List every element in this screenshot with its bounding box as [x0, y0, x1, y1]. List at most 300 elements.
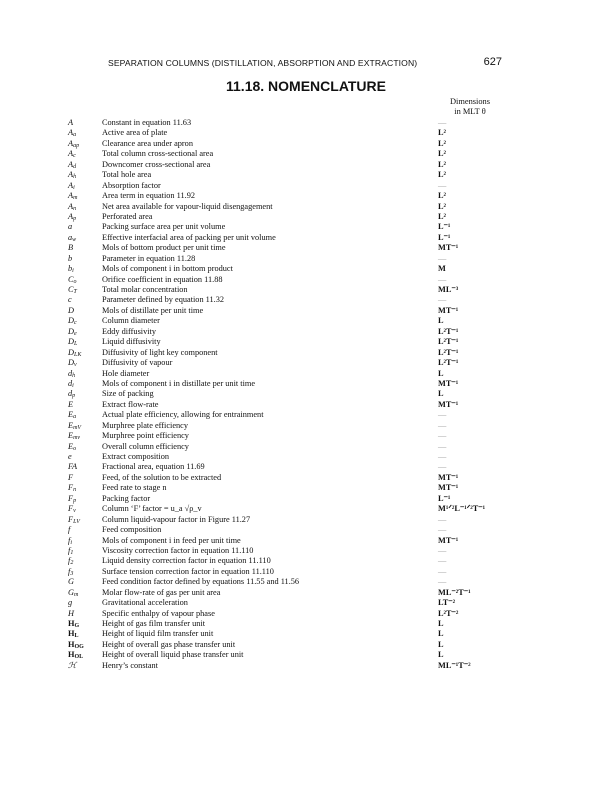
symbol-main: F [68, 504, 74, 514]
symbol-main: A [68, 211, 74, 221]
dimensions: L⁻¹ [438, 222, 451, 232]
symbol [68, 442, 102, 452]
symbol-subscript: L [74, 341, 78, 348]
symbol-subscript: ap [73, 142, 80, 149]
symbol-subscript: 2 [70, 560, 74, 567]
symbol-main: f [68, 556, 71, 566]
description: Net area available for vapour-liquid disengagement [102, 201, 273, 211]
dimensions: L² [438, 128, 447, 138]
symbol-subscript: p [73, 497, 77, 504]
symbol-main: E [68, 399, 74, 409]
dimensions: — [438, 462, 447, 472]
dimensions: ML⁻¹T⁻² [438, 660, 471, 670]
nomenclature-row [68, 348, 508, 358]
symbol-main: A [68, 191, 74, 201]
description: Mols of component i in feed per unit time [102, 535, 241, 545]
symbol [68, 536, 102, 546]
symbol-main: H [68, 639, 75, 649]
symbol-main: D [68, 358, 74, 368]
nomenclature-row [68, 222, 508, 232]
symbol-main: G [68, 577, 74, 587]
description: Molar flow-rate of gas per unit area [102, 587, 221, 597]
dimensions: L²T⁻¹ [438, 337, 459, 347]
symbol [68, 348, 102, 358]
symbol-subscript: i [72, 382, 74, 389]
section-title: 11.18. NOMENCLATURE [226, 78, 386, 94]
nomenclature-row [68, 254, 508, 264]
symbol [68, 264, 102, 274]
symbol-main: B [68, 243, 74, 253]
symbol-main: H [68, 629, 75, 639]
symbol-main: g [68, 598, 73, 608]
symbol-main: A [68, 159, 74, 169]
symbol-main: A [68, 118, 74, 127]
symbol-main: b [68, 253, 73, 263]
symbol [68, 233, 102, 243]
symbol-main: D [68, 316, 74, 326]
symbol-main: F [68, 493, 74, 503]
symbol-subscript: c [74, 320, 77, 327]
symbol-subscript: n [73, 205, 77, 212]
symbol [68, 191, 102, 201]
symbol [68, 212, 102, 222]
nomenclature-row [68, 483, 508, 493]
description: Height of overall gas phase transfer unit [102, 639, 236, 649]
dimensions: ML⁻²T⁻¹ [438, 587, 471, 597]
symbol [68, 222, 102, 232]
description: Clearance area under apron [102, 138, 193, 148]
description: Feed composition [102, 525, 162, 535]
description: Surface tension correction factor in equation 11.110 [102, 566, 274, 576]
description: Absorption factor [102, 180, 161, 190]
nomenclature-row [68, 567, 508, 577]
symbol [68, 661, 102, 671]
dimensions: — [438, 525, 447, 535]
symbol-subscript: p [73, 215, 77, 222]
symbol-subscript: h [73, 174, 77, 181]
description: Height of gas film transfer unit [102, 619, 205, 628]
nomenclature-row [68, 629, 508, 639]
dimensions: MT⁻¹ [438, 472, 459, 482]
dimensions: L² [438, 191, 447, 201]
symbol-main: A [68, 149, 74, 159]
dimensions: — [438, 452, 447, 461]
symbol-subscript: a [73, 414, 77, 421]
nomenclature-row [68, 316, 508, 326]
dimensions: L [438, 639, 444, 649]
symbol-subscript: p [72, 393, 76, 400]
symbol-main: d [68, 378, 73, 388]
symbol-main: A [68, 170, 74, 180]
symbol-subscript: h [72, 372, 76, 379]
symbol [68, 202, 102, 212]
description: Specific enthalpy of vapour phase [102, 608, 215, 618]
symbol [68, 525, 102, 535]
symbol-main: D [68, 337, 74, 347]
symbol [68, 546, 102, 556]
nomenclature-row [68, 327, 508, 337]
symbol [68, 181, 102, 191]
symbol [68, 149, 102, 159]
symbol-subscript: mV [73, 424, 82, 431]
nomenclature-row [68, 619, 508, 629]
dimensions-header-line2: in MLT θ [454, 107, 486, 116]
symbol-main: H [68, 619, 75, 628]
dimensions: MT⁻¹ [438, 378, 459, 388]
nomenclature-row [68, 473, 508, 483]
description: Packing factor [102, 493, 151, 503]
symbol [68, 170, 102, 180]
nomenclature-row [68, 462, 508, 472]
symbol [68, 577, 102, 587]
symbol-main: a [68, 232, 73, 242]
dimensions: M¹ᐟ²L⁻¹ᐟ²T⁻¹ [438, 504, 486, 514]
symbol-main: F [68, 483, 74, 493]
symbol-subscript: 1 [70, 549, 74, 556]
symbol [68, 118, 102, 128]
description: Mols of component i in bottom product [102, 264, 233, 274]
nomenclature-row [68, 337, 508, 347]
symbol-main: E [68, 441, 74, 451]
dimensions: M [438, 264, 446, 274]
symbol [68, 515, 102, 525]
dimensions: — [438, 410, 447, 420]
nomenclature-row [68, 306, 508, 316]
dimensions: MT⁻¹ [438, 399, 459, 409]
symbol [68, 400, 102, 410]
symbol-subscript: n [73, 487, 77, 494]
symbol-subscript: LV [73, 518, 80, 525]
nomenclature-row [68, 212, 508, 222]
symbol-main: f [68, 545, 71, 555]
description: Diffusivity of vapour [102, 358, 173, 368]
nomenclature-row [68, 504, 508, 514]
symbol-main: b [68, 264, 73, 274]
dimensions: L² [438, 149, 447, 159]
symbol [68, 160, 102, 170]
symbol [68, 327, 102, 337]
description: Downcomer cross-sectional area [102, 159, 211, 169]
nomenclature-row [68, 139, 508, 149]
dimensions: L [438, 389, 444, 399]
symbol [68, 389, 102, 399]
dimensions: MT⁻¹ [438, 535, 459, 545]
nomenclature-row [68, 295, 508, 305]
description: Liquid diffusivity [102, 337, 161, 347]
symbol-subscript: e [74, 330, 77, 337]
nomenclature-row [68, 421, 508, 431]
symbol-main: A [68, 180, 74, 190]
dimensions: L [438, 650, 444, 660]
symbol-main: C [68, 274, 74, 284]
nomenclature-row [68, 525, 508, 535]
description: Fractional area, equation 11.69 [102, 462, 205, 472]
nomenclature-row [68, 515, 508, 525]
symbol [68, 431, 102, 441]
symbol-main: E [68, 431, 74, 441]
symbol [68, 421, 102, 431]
symbol [68, 316, 102, 326]
symbol-main: ℋ [68, 660, 77, 670]
dimensions: — [438, 295, 447, 305]
nomenclature-row [68, 598, 508, 608]
description: Parameter in equation 11.28 [102, 253, 196, 263]
description: Eddy diffusivity [102, 326, 157, 336]
nomenclature-row [68, 389, 508, 399]
nomenclature-row [68, 577, 508, 587]
nomenclature-row [68, 400, 508, 410]
symbol-main: A [68, 201, 74, 211]
symbol [68, 337, 102, 347]
nomenclature-row [68, 452, 508, 462]
symbol-main: H [68, 608, 74, 618]
dimensions: L² [438, 138, 447, 148]
nomenclature-row [68, 609, 508, 619]
nomenclature-row [68, 536, 508, 546]
description: Parameter defined by equation 11.32 [102, 295, 225, 305]
description: Mols of distillate per unit time [102, 305, 204, 315]
dimensions: MT⁻¹ [438, 483, 459, 493]
symbol-subscript: T [73, 289, 77, 295]
symbol-main: FA [68, 462, 78, 472]
description: Height of overall liquid phase transfer unit [102, 650, 244, 660]
dimensions: — [438, 253, 447, 263]
nomenclature-row [68, 233, 508, 243]
symbol-main: e [68, 452, 72, 461]
symbol-main: A [68, 128, 74, 138]
symbol-main: d [68, 389, 73, 399]
dimensions: L [438, 619, 444, 628]
description: Column liquid-vapour factor in Figure 11.27 [102, 514, 251, 524]
nomenclature-row [68, 275, 508, 285]
nomenclature-row [68, 494, 508, 504]
symbol [68, 452, 102, 462]
symbol-main: D [68, 305, 74, 315]
description: Overall column efficiency [102, 441, 189, 451]
description: Diffusivity of light key component [102, 347, 218, 357]
dimensions: — [438, 566, 447, 576]
dimensions: — [438, 118, 447, 127]
nomenclature-row [68, 285, 508, 295]
description: Size of packing [102, 389, 154, 399]
symbol-subscript: a [73, 132, 77, 139]
symbol-subscript: m [74, 591, 79, 598]
description: Column ‘F’ factor = u_a √ρ_v [102, 504, 202, 514]
description: Extract composition [102, 452, 170, 461]
dimensions: — [438, 577, 447, 587]
nomenclature-row [68, 160, 508, 170]
dimensions: LT⁻² [438, 598, 456, 608]
symbol [68, 588, 102, 598]
description: Viscosity correction factor in equation 11.110 [102, 545, 254, 555]
dimensions-header-line1: Dimensions [449, 97, 490, 106]
symbol-subscript: i [72, 268, 74, 275]
description: Total column cross-sectional area [102, 149, 214, 159]
nomenclature-list [68, 118, 508, 671]
description: Column diameter [102, 316, 160, 326]
dimensions: L [438, 316, 444, 326]
dimensions: — [438, 180, 447, 190]
description: Liquid density correction factor in equation 11.110 [102, 556, 271, 566]
symbol [68, 640, 102, 650]
description: Extract flow-rate [102, 399, 159, 409]
description: Actual plate efficiency, allowing for entrainment [102, 410, 264, 420]
symbol-main: c [68, 295, 72, 305]
dimensions: — [438, 431, 447, 441]
symbol-subscript: o [73, 278, 77, 285]
dimensions: L²T⁻² [438, 608, 459, 618]
symbol [68, 598, 102, 608]
nomenclature-row [68, 170, 508, 180]
description: Orifice coefficient in equation 11.88 [102, 274, 223, 284]
nomenclature-row [68, 358, 508, 368]
symbol-subscript: mv [73, 435, 81, 442]
description: Total molar concentration [102, 285, 188, 294]
symbol-main: f [68, 525, 71, 535]
symbol-main: F [68, 514, 74, 524]
description: Feed, of the solution to be extracted [102, 472, 222, 482]
symbol-subscript: m [73, 195, 78, 202]
symbol-main: D [68, 347, 74, 357]
nomenclature-row [68, 202, 508, 212]
dimensions: L²T⁻¹ [438, 347, 459, 357]
symbol [68, 410, 102, 420]
symbol-subscript: G [74, 623, 80, 629]
dimensions-column-header [438, 97, 502, 117]
symbol [68, 483, 102, 493]
symbol-subscript: i [70, 539, 72, 546]
description: Constant in equation 11.63 [102, 118, 192, 127]
symbol-main: D [68, 326, 74, 336]
symbol-subscript: v [74, 362, 77, 369]
nomenclature-row [68, 556, 508, 566]
symbol [68, 254, 102, 264]
symbol-subscript: 3 [70, 570, 74, 577]
symbol [68, 619, 102, 629]
description: Murphree point efficiency [102, 431, 189, 441]
dimensions: L [438, 368, 444, 378]
symbol [68, 556, 102, 566]
symbol-main: f [68, 566, 71, 576]
symbol [68, 473, 102, 483]
symbol [68, 462, 102, 472]
running-header-title: SEPARATION COLUMNS (DISTILLATION, ABSORPTION AND EXTRACTION) [108, 58, 418, 68]
symbol-subscript: w [72, 236, 77, 243]
description: Height of liquid film transfer unit [102, 629, 214, 639]
symbol-subscript: OL [74, 654, 84, 661]
nomenclature-row [68, 650, 508, 660]
symbol [68, 379, 102, 389]
symbol-subscript: v [73, 508, 76, 515]
nomenclature-row [68, 410, 508, 420]
dimensions: MT⁻¹ [438, 305, 459, 315]
nomenclature-row [68, 379, 508, 389]
symbol [68, 285, 102, 295]
symbol-main: H [68, 650, 75, 660]
nomenclature-row [68, 149, 508, 159]
nomenclature-row [68, 442, 508, 452]
symbol-subscript: d [73, 163, 77, 170]
symbol [68, 128, 102, 138]
dimensions: L²T⁻¹ [438, 358, 459, 368]
description: Gravitational acceleration [102, 598, 188, 608]
symbol-subscript: o [73, 445, 77, 452]
symbol [68, 139, 102, 149]
symbol [68, 650, 102, 660]
description: Active area of plate [102, 128, 168, 138]
nomenclature-row [68, 431, 508, 441]
nomenclature-row [68, 128, 508, 138]
page-number: 627 [483, 56, 502, 68]
symbol [68, 306, 102, 316]
dimensions: — [438, 441, 447, 451]
nomenclature-row [68, 661, 508, 671]
description: Effective interfacial area of packing per unit volume [102, 232, 276, 242]
symbol [68, 358, 102, 368]
symbol-subscript: i [73, 184, 75, 191]
symbol-main: f [68, 535, 71, 545]
symbol [68, 275, 102, 285]
dimensions: MT⁻¹ [438, 243, 459, 253]
nomenclature-row [68, 546, 508, 556]
symbol-subscript: LK [74, 351, 82, 358]
description: Murphree plate efficiency [102, 420, 188, 430]
nomenclature-row [68, 369, 508, 379]
symbol-main: d [68, 368, 73, 378]
nomenclature-row [68, 640, 508, 650]
dimensions: L⁻¹ [438, 493, 451, 503]
description: Perforated area [102, 211, 153, 221]
nomenclature-row [68, 243, 508, 253]
symbol [68, 567, 102, 577]
description: Mols of bottom product per unit time [102, 243, 226, 253]
description: Feed rate to stage n [102, 483, 167, 493]
symbol-main: F [68, 472, 74, 482]
description: Hole diameter [102, 368, 150, 378]
dimensions: — [438, 556, 447, 566]
symbol [68, 369, 102, 379]
dimensions: — [438, 274, 447, 284]
dimensions: L² [438, 170, 447, 180]
symbol-main: G [68, 587, 74, 597]
description: Packing surface area per unit volume [102, 222, 226, 232]
dimensions: — [438, 514, 447, 524]
dimensions: L² [438, 201, 447, 211]
description: Henry’s constant [102, 660, 158, 670]
symbol [68, 609, 102, 619]
dimensions: L⁻¹ [438, 232, 451, 242]
symbol-subscript: OG [74, 643, 84, 650]
dimensions: L²T⁻¹ [438, 326, 459, 336]
dimensions: ML⁻³ [438, 285, 459, 294]
symbol-subscript: c [73, 153, 76, 160]
nomenclature-row [68, 191, 508, 201]
nomenclature-row [68, 588, 508, 598]
symbol [68, 504, 102, 514]
nomenclature-row [68, 264, 508, 274]
symbol [68, 494, 102, 504]
dimensions: L² [438, 159, 447, 169]
dimensions: — [438, 420, 447, 430]
symbol-main: A [68, 138, 74, 148]
dimensions: — [438, 545, 447, 555]
symbol-main: E [68, 410, 74, 420]
symbol-main: C [68, 285, 74, 294]
nomenclature-row [68, 181, 508, 191]
description: Total hole area [102, 170, 152, 180]
symbol-main: a [68, 222, 73, 232]
description: Feed condition factor defined by equations 11.55 and 11.56 [102, 577, 300, 587]
